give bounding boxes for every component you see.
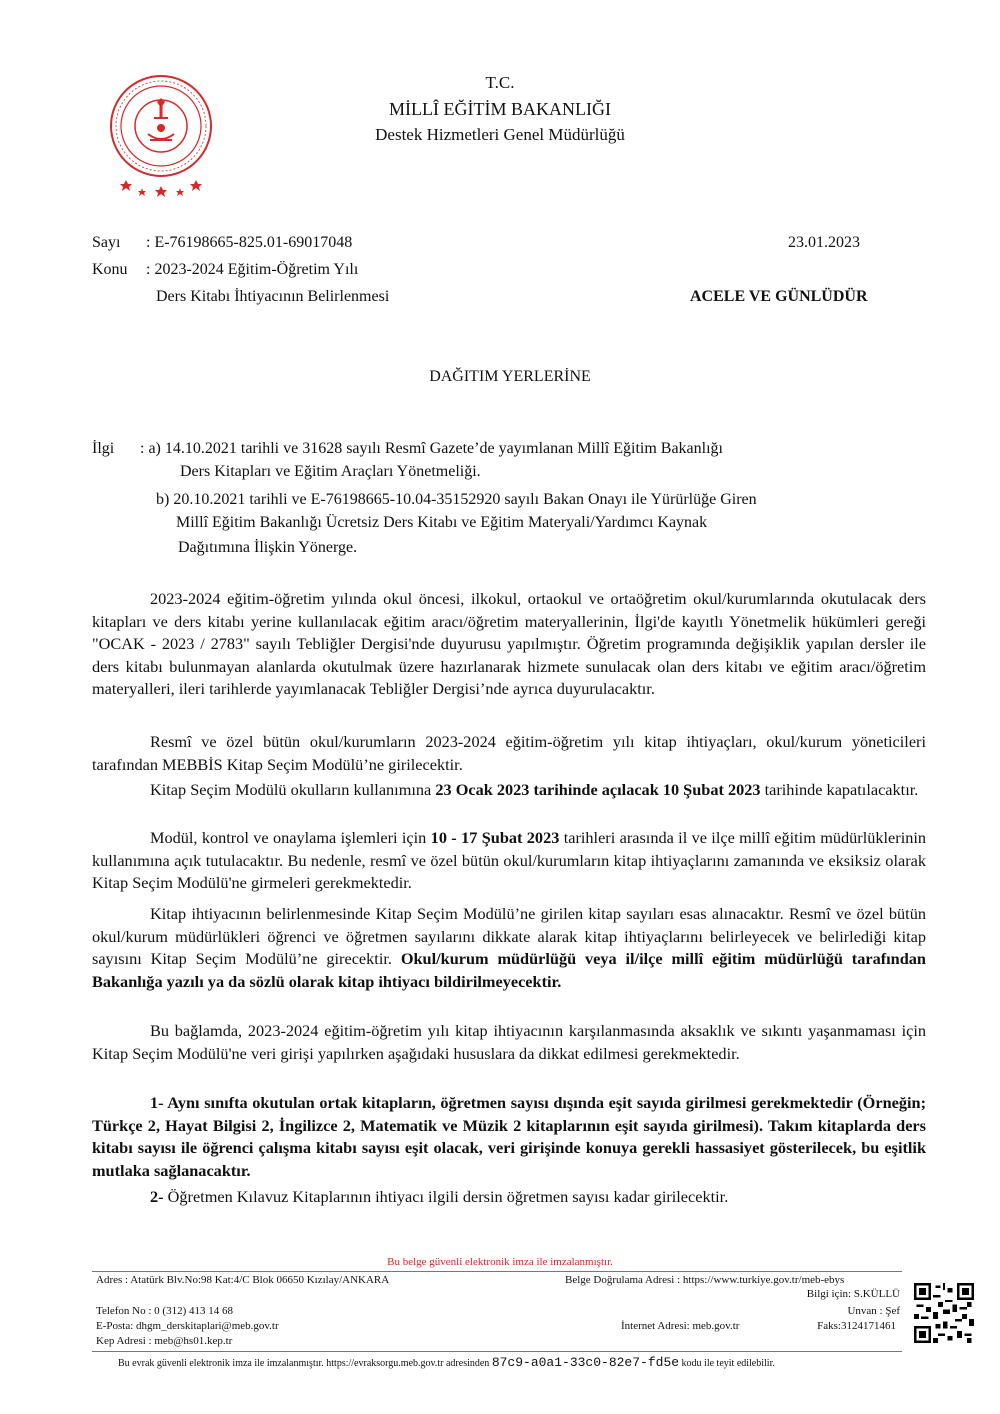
paragraph-2: Resmî ve özel bütün okul/kurumların 2023-2024 eğitim-öğretim yılı kitap ihtiyaçları, okul/kurum yöneticileri tarafından MEBBİS Kitap Seçim Modülü’ne girilecektir. — [92, 732, 926, 774]
ilgi-b-line2: Millî Eğitim Bakanlığı Ücretsiz Ders Kitabı ve Eğitim Materyali/Yardımcı Kaynak — [176, 514, 708, 531]
paragraph-6: Bu bağlamda, 2023-2024 eğitim-öğretim yılı kitap ihtiyacının karşılanmasında aksaklık ve sıkıntı yaşanmaması için Kitap Seçim Modülü'ne veri girişi yapılırken aşağıdaki hususlara da dikkat edilmesi gerekmektedir. — [92, 1021, 926, 1063]
open-close-dates: 23 Ocak 2023 tarihinde açılacak 10 Şubat 2023 — [435, 780, 761, 799]
footer-verify-url[interactable]: Belge Doğrulama Adresi : https://www.turkiye.gov.tr/meb-ebys — [565, 1274, 845, 1286]
recipient: DAĞITIM YERLERİNE — [429, 368, 591, 385]
ilgi-a-line1: : a) 14.10.2021 tarihli ve 31628 sayılı Resmî Gazete’de yayımlanan Millî Eğitim Bakanlığı — [140, 440, 723, 457]
no-direct-request-notice: Okul/kurum müdürlüğü veya il/ilçe millî eğitim müdürlüğü tarafından Bakanlığa yazılı ya da sözlü olarak kitap ihtiyacı bildirilmeyecektir. — [92, 949, 926, 991]
header-directorate: Destek Hizmetleri Genel Müdürlüğü — [375, 125, 625, 144]
ilgi-b-line1: b) 20.10.2021 tarihli ve E-76198665-10.04-35152920 sayılı Bakan Onayı ile Yürürlüğe Giren — [156, 491, 757, 508]
konu-label: Konu — [92, 261, 128, 278]
document-date: 23.01.2023 — [788, 234, 860, 251]
konu-line2: Ders Kitabı İhtiyacının Belirlenmesi — [156, 288, 390, 305]
footer-web[interactable]: İnternet Adresi: meb.gov.tr — [621, 1320, 740, 1332]
footer-email[interactable]: E-Posta: dhgm_derskitaplari@meb.gov.tr — [96, 1320, 279, 1332]
paragraph-1: 2023-2024 eğitim-öğretim yılında okul öncesi, ilkokul, ortaokul ve ortaöğretim okul/kurumlarında okutulacak ders kitapları ve ders kitabı yerine kullanılacak eğitim aracı/öğretim materyallerinin, İlgi'de kayıtlı Yönetmelik hükümleri gereği "OCAK - 2023 / 2783" sayılı Tebliğler Dergisi'nde duyurusu yapılmıştır. Öğretim programında değişiklik yapılan dersler ile ders kitabı bulunmayan alanlarda okutulmak üzere hazırlanarak hizmete sunulacak olan ders kitabı ve eğitim aracı/öğretim materyalleri, ileri tarihlerde yayımlanacak Tebliğler Dergisi’nde ayrıca duyurulacaktır. — [92, 589, 926, 699]
konu-line1: : 2023-2024 Eğitim-Öğretim Yılı — [146, 261, 359, 278]
footer-divider — [92, 1271, 902, 1272]
sayi-label: Sayı — [92, 234, 121, 251]
paragraph-8: 2- Öğretmen Kılavuz Kitaplarının ihtiyacı ilgili dersin öğretmen sayısı kadar girilecektir. — [150, 1187, 729, 1206]
paragraph-5: Kitap ihtiyacının belirlenmesinde Kitap Seçim Modülü’ne girilen kitap sayıları esas alınacaktır. Resmî ve özel bütün okul/kurum müdürlükleri öğrenci ve öğretmen sayılarını dikkate alarak kitap ihtiyaçlarını belirleyecek ve belirlediği kitap sayısını Kitap Seçim Modülü’ne girecektir. Okul/kurum müdürlüğü veya il/ilçe millî eğitim müdürlüğü tarafından Bakanlığa yazılı ya da sözlü olarak kitap ihtiyacı bildirilmeyecektir. — [92, 904, 926, 991]
footer-info: Bilgi için: S.KÜLLÜ — [806, 1288, 900, 1300]
paragraph-7: 1- Aynı sınıfta okutulan ortak kitapların, öğretmen sayısı dışında eşit sayıda girilmesi gerekmektedir (Örneğin; Türkçe 2, Hayat Bilgisi 2, İngilizce 2, Matematik ve Müzik 2 kitaplarının eşit sayıda girilmesi). Takım kitaplarda ders kitabı sayısı ile öğrenci çalışma kitabı sayısı eşit olacak, veri girişinde konuya gerekli hassasiyet gösterilecek, bu eşitlik mutlaka sağlanacaktır. — [92, 1093, 926, 1180]
control-dates: 10 - 17 Şubat 2023 — [430, 828, 560, 847]
header-tc: T.C. — [485, 73, 515, 92]
urgency-label: ACELE VE GÜNLÜDÜR — [690, 288, 868, 305]
verification-code: 87c9-a0a1-33c0-82e7-fd5e — [491, 1355, 680, 1370]
ilgi-b-line3: Dağıtımına İlişkin Yönerge. — [178, 539, 358, 556]
sayi-value: : E-76198665-825.01-69017048 — [146, 234, 353, 251]
footer-kep[interactable]: Kep Adresi : meb@hs01.kep.tr — [96, 1335, 233, 1347]
qr-code-icon — [914, 1283, 974, 1343]
footer-title: Unvan : Şef — [847, 1305, 900, 1317]
ilgi-label: İlgi — [92, 440, 115, 457]
header-ministry: MİLLÎ EĞİTİM BAKANLIĞI — [389, 99, 611, 119]
footer-phone: Telefon No : 0 (312) 413 14 68 — [96, 1305, 234, 1317]
ilgi-a-line2: Ders Kitapları ve Eğitim Araçları Yönetmeliği. — [180, 463, 481, 480]
footer-bottom-notice: Bu evrak güvenli elektronik imza ile imzalanmıştır. https://evraksorgu.meb.gov.tr adresinden 87c9-a0a1-33c0-82e7-fd5e kodu ile teyit edilebilir. — [118, 1355, 775, 1370]
footer-fax: Faks:3124171461 — [817, 1320, 896, 1332]
paragraph-3: Kitap Seçim Modülü okulların kullanımına 23 Ocak 2023 tarihinde açılacak 10 Şubat 2023 tarihinde kapatılacaktır. — [150, 780, 919, 799]
footer-divider-2 — [92, 1351, 902, 1352]
paragraph-4: Modül, kontrol ve onaylama işlemleri için 10 - 17 Şubat 2023 tarihleri arasında il ve ilçe millî eğitim müdürlüklerinin kullanımına açık tutulacaktır. Bu nedenle, resmî ve özel bütün okul/kurumların kitap ihtiyaçlarını zamanında ve eksiksiz olarak Kitap Seçim Modülü'ne girmeleri gerekmektedir. — [92, 828, 927, 893]
esign-notice: Bu belge güvenli elektronik imza ile imzalanmıştır. — [387, 1256, 613, 1268]
footer-address: Adres : Atatürk Blv.No:98 Kat:4/C Blok 06650 Kızılay/ANKARA — [96, 1274, 390, 1286]
